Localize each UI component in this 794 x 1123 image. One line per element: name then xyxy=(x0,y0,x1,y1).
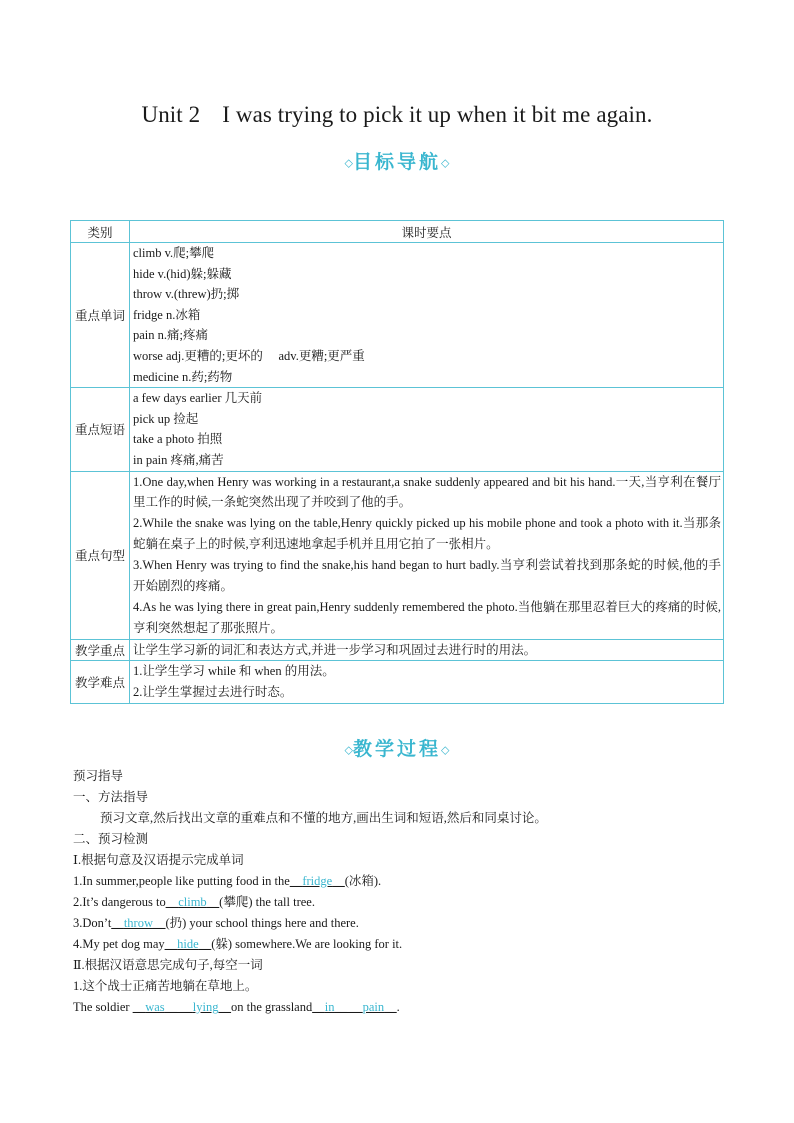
blank: __ xyxy=(332,874,345,888)
answer-blank: throw xyxy=(123,916,153,930)
row-content xyxy=(130,471,724,639)
focus-line: 让学生学习新的词汇和表达方式,并进一步学习和巩固过去进行时的用法。 xyxy=(133,642,537,657)
sentence-chinese: 1.这个战士正痛苦地躺在草地上。 xyxy=(73,979,258,993)
answer-blank: climb xyxy=(178,895,207,909)
question-text: (躲) somewhere.We are looking for it. xyxy=(211,937,403,951)
vocab-line: pain n.痛;疼痛 xyxy=(133,328,208,343)
exercise-item xyxy=(73,871,733,892)
blank: __ __ xyxy=(334,1000,363,1014)
part1-heading: Ⅰ.根据句意及汉语提示完成单词 xyxy=(73,853,244,867)
section-label: 教学过程 xyxy=(352,738,441,760)
question-text: The soldier xyxy=(73,1000,133,1014)
exercise-item xyxy=(73,892,733,913)
row-category: 重点单词 xyxy=(71,243,130,388)
table-row xyxy=(71,639,724,661)
sentence-paragraph: 2.While the snake was lying on the table,Henry quickly picked up his mobile phone and took a photo with it.当那条蛇躺在桌子上的时候,亨利迅速地拿起手机并且用它拍了一张相片。 xyxy=(133,516,721,552)
vocab-line: throw v.(threw)扔;掷 xyxy=(133,287,240,302)
blank: __ xyxy=(152,916,166,930)
row-category: 教学难点 xyxy=(71,661,130,703)
page-title xyxy=(0,102,794,128)
preview-heading: 预习指导 xyxy=(73,769,124,783)
blank: __ xyxy=(132,1000,146,1014)
table-header-row xyxy=(71,221,724,243)
blank: __ xyxy=(111,916,124,930)
row-category: 教学重点 xyxy=(71,639,130,661)
diamond-icon: ◇ xyxy=(441,743,450,757)
phrase-line: in pain 疼痛,痛苦 xyxy=(133,452,224,467)
blank: __ xyxy=(312,1000,325,1014)
check-heading: 二、预习检测 xyxy=(73,832,149,846)
diamond-icon: ◇ xyxy=(344,743,353,757)
blank: __ xyxy=(289,874,303,888)
table-row xyxy=(71,471,724,639)
section-heading-process xyxy=(0,734,794,761)
row-content xyxy=(130,639,724,661)
answer-blank: in xyxy=(324,1000,335,1014)
section-heading-goals xyxy=(0,147,794,174)
row-content xyxy=(130,388,724,471)
answer-blank: was xyxy=(145,1000,165,1014)
preview-section xyxy=(73,766,733,1018)
unit-sentence: I was trying to pick it up when it bit me again. xyxy=(222,102,653,127)
question-text: (攀爬) the tall tree. xyxy=(219,895,315,909)
difficulty-line: 2.让学生掌握过去进行时态。 xyxy=(133,684,293,699)
sentence-paragraph: 3.When Henry was trying to find the snake,his hand began to hurt badly.当亨利尝试着找到那条蛇的时候,他的手开始剧烈的疼痛。 xyxy=(133,558,721,594)
answer-blank: hide xyxy=(177,937,199,951)
table-row xyxy=(71,243,724,388)
question-text: 1.In summer,people like putting food in the xyxy=(73,874,290,888)
blank: __ __ xyxy=(164,1000,193,1014)
question-text: (扔) your school things here and there. xyxy=(165,916,359,930)
sentence-paragraph: 4.As he was lying there in great pain,Henry suddenly remembered the photo.当他躺在那里忍着巨大的疼痛的时候,亨利突然想起了那张照片。 xyxy=(133,599,721,635)
question-text: (冰箱). xyxy=(344,874,382,888)
row-category: 重点短语 xyxy=(71,388,130,471)
question-text: 2.It’s dangerous to xyxy=(73,895,166,909)
diamond-icon: ◇ xyxy=(441,156,450,170)
answer-blank: pain xyxy=(362,1000,385,1014)
row-content xyxy=(130,243,724,388)
sentence-paragraph: 1.One day,when Henry was working in a restaurant,a snake suddenly appeared and bit his hand.一天,当亨利在餐厅里工作的时候,一条蛇突然出现了并咬到了他的手。 xyxy=(133,474,721,510)
row-content xyxy=(130,661,724,703)
phrase-line: a few days earlier 几天前 xyxy=(133,391,263,406)
question-text: 3.Don’t xyxy=(73,916,112,930)
part2-heading: Ⅱ.根据汉语意思完成句子,每空一词 xyxy=(73,958,263,972)
table-row xyxy=(71,661,724,703)
header-points: 课时要点 xyxy=(130,221,724,243)
method-text: 预习文章,然后找出文章的重难点和不懂的地方,画出生词和短语,然后和同桌讨论。 xyxy=(100,811,547,825)
vocab-line: hide v.(hid)躲;躲藏 xyxy=(133,266,232,281)
lesson-points-table xyxy=(70,220,724,704)
phrase-line: take a photo 拍照 xyxy=(133,432,223,447)
blank: __ xyxy=(384,1000,397,1014)
table-row xyxy=(71,388,724,471)
blank: __ xyxy=(164,937,178,951)
blank: __ xyxy=(218,1000,231,1014)
exercise-item xyxy=(73,934,733,955)
exercise-item xyxy=(73,997,733,1018)
difficulty-line: 1.让学生学习 while 和 when 的用法。 xyxy=(133,664,335,679)
vocab-line: medicine n.药;药物 xyxy=(133,369,233,384)
section-label: 目标导航 xyxy=(352,151,441,173)
question-text: 4.My pet dog may xyxy=(73,937,165,951)
blank: __ xyxy=(206,895,220,909)
method-heading: 一、方法指导 xyxy=(73,790,149,804)
row-category: 重点句型 xyxy=(71,471,130,639)
answer-blank: fridge xyxy=(302,874,333,888)
vocab-line: fridge n.冰箱 xyxy=(133,307,201,322)
header-category: 类别 xyxy=(71,221,130,243)
diamond-icon: ◇ xyxy=(344,156,353,170)
vocab-line: worse adj.更糟的;更坏的 adv.更糟;更严重 xyxy=(133,348,365,363)
blank: __ xyxy=(198,937,212,951)
vocab-line: climb v.爬;攀爬 xyxy=(133,246,215,260)
question-text: . xyxy=(396,1000,400,1014)
question-text: on the grassland xyxy=(231,1000,313,1014)
answer-blank: lying xyxy=(192,1000,219,1014)
unit-label: Unit 2 xyxy=(141,102,201,127)
exercise-item xyxy=(73,913,733,934)
blank: __ xyxy=(165,895,179,909)
phrase-line: pick up 捡起 xyxy=(133,411,199,426)
